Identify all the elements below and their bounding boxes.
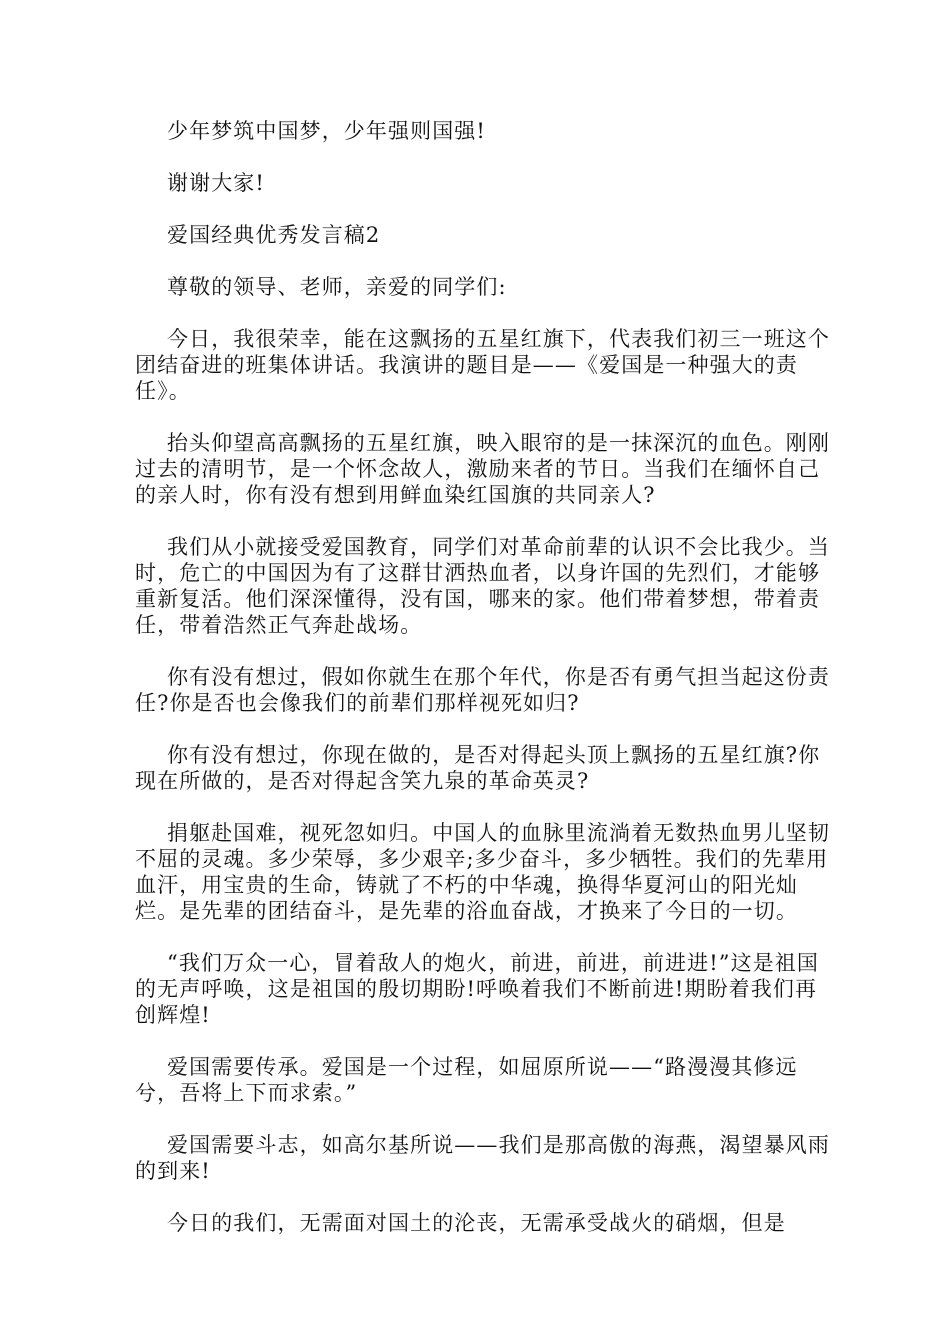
paragraph-thanks: 谢谢大家! [167,171,265,195]
paragraph-body: 你有没有想过，你现在做的，是否对得起头顶上飘扬的五星红旗?你现在所做的，是否对得起含笑九泉的革命英灵? [135,743,821,793]
paragraph-body: 你有没有想过，假如你就生在那个年代，你是否有勇气担当起这份责任?你是否也会像我们的前辈们那样视死如归? [135,665,830,715]
paragraph-body: 抬头仰望高高飘扬的五星红旗，映入眼帘的是一抹深沉的血色。刚刚过去的清明节，是一个怀念故人，激励来者的节日。当我们在缅怀自己的亲人时，你有没有想到用鲜血染红国旗的共同亲人? [135,431,830,507]
paragraph-body: “我们万众一心，冒着敌人的炮火，前进，前进，前进进!”这是祖国的无声呼唤，这是祖国的殷切期盼!呼唤着我们不断前进!期盼着我们再创辉煌! [135,951,820,1027]
speech-title: 爱国经典优秀发言稿2 [167,223,381,247]
paragraph-body: 爱国需要斗志，如高尔基所说——我们是那高傲的海燕，渴望暴风雨的到来! [135,1133,830,1183]
paragraph-salutation: 尊敬的领导、老师，亲爱的同学们: [167,275,507,299]
paragraph-body: 我们从小就接受爱国教育，同学们对革命前辈的认识不会比我少。当时，危亡的中国因为有了这群甘洒热血者，以身许国的先烈们，才能够重新复活。他们深深懂得，没有国，哪来的家。他们带着梦想，带着责任，带着浩然正气奔赴战场。 [135,535,830,637]
document-body [135,118,830,1262]
paragraph-body: 捐躯赴国难，视死忽如归。中国人的血脉里流淌着无数热血男儿坚韧不屈的灵魂。多少荣辱，多少艰辛;多少奋斗，多少牺牲。我们的先辈用血汗，用宝贵的生命，铸就了不朽的中华魂，换得华夏河山的阳光灿烂。是先辈的团结奋斗，是先辈的浴血奋战，才换来了今日的一切。 [135,821,830,923]
paragraph-introduction: 今日，我很荣幸，能在这飘扬的五星红旗下，代表我们初三一班这个团结奋进的班集体讲话。我演讲的题目是——《爱国是一种强大的责任》。 [135,327,830,403]
paragraph-body: 今日的我们，无需面对国土的沦丧，无需承受战火的硝烟，但是 [167,1211,786,1235]
paragraph-body: 爱国需要传承。爱国是一个过程，如屈原所说——“路漫漫其修远兮，吾将上下而求索。” [135,1055,798,1105]
paragraph-closing-slogan: 少年梦筑中国梦，少年强则国强! [167,119,486,143]
